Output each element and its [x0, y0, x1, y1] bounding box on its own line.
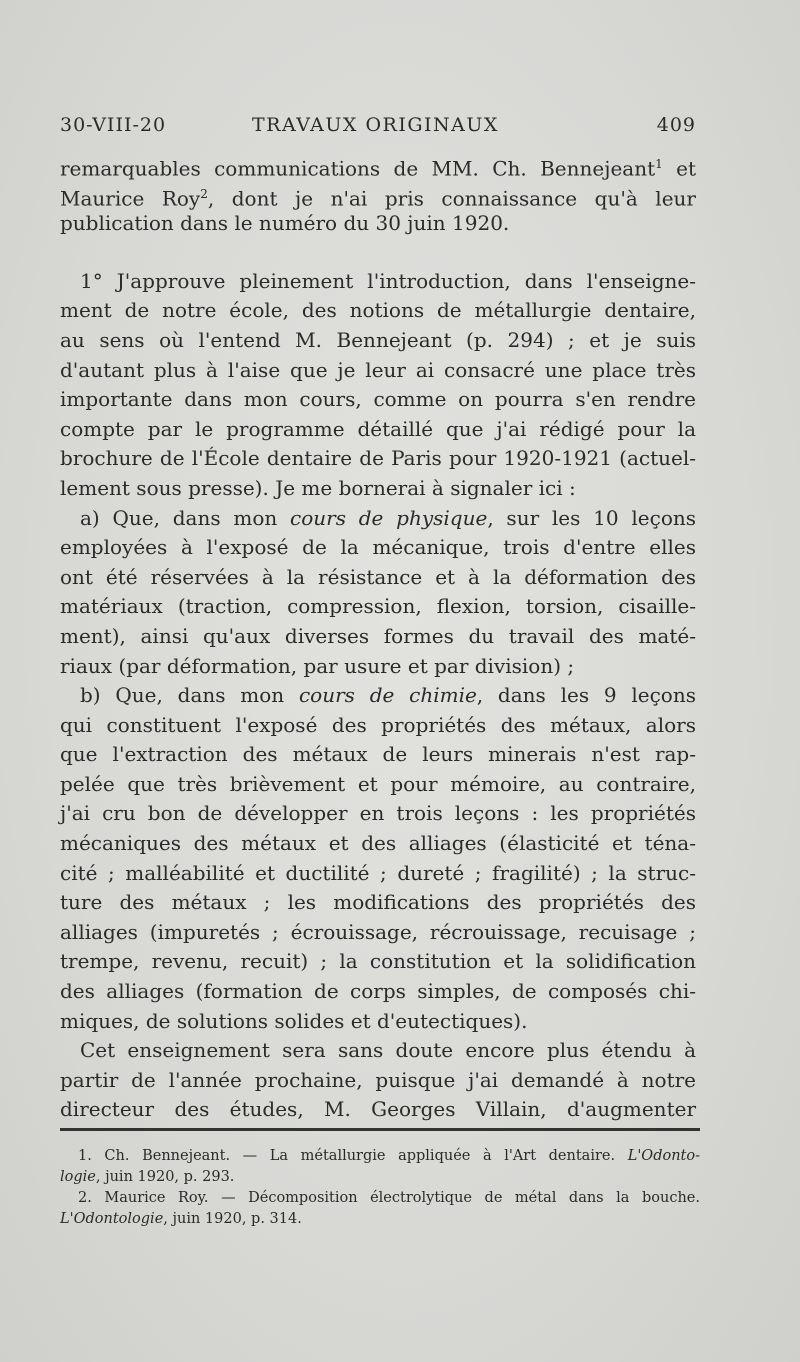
- text-line: riaux (par déformation, par usure et par division) ;: [60, 653, 575, 678]
- text-line: trempe, revenu, recuit) ; la constitution et la solidification: [60, 949, 696, 974]
- footnote-2-cont: L'Odontologie, juin 1920, p. 314.: [60, 1211, 302, 1227]
- text-line: j'ai cru bon de développer en trois leçons : les propriétés: [60, 801, 696, 826]
- text-line: que l'extraction des métaux de leurs minerais n'est rap-: [60, 742, 696, 767]
- text-line: au sens où l'entend M. Bennejeant (p. 294) ; et je suis: [60, 327, 696, 352]
- running-header: [60, 114, 700, 144]
- text-line: ment de notre école, des notions de métallurgie dentaire,: [60, 298, 696, 323]
- footnote-ref: 1: [655, 157, 663, 171]
- footnote-1: 1. Ch. Bennejeant. — La métallurgie appliquée à l'Art dentaire. L'Odonto-: [78, 1148, 700, 1164]
- text-line: ment), ainsi qu'aux diverses formes du travail des maté-: [60, 623, 696, 648]
- text-line: matériaux (traction, compression, flexion, torsion, cisaille-: [60, 594, 696, 619]
- text-line: directeur des études, M. Georges Villain, d'augmenter: [60, 1097, 696, 1122]
- text-line: cité ; malléabilité et ductilité ; dureté ; fragilité) ; la struc-: [60, 860, 696, 885]
- body-text: [60, 150, 696, 1125]
- text-line: pelée que très brièvement et pour mémoire, au contraire,: [60, 771, 696, 796]
- text-line: importante dans mon cours, comme on pourra s'en rendre: [60, 387, 696, 412]
- text-line: mécaniques des métaux et des alliages (élasticité et téna-: [60, 831, 696, 856]
- text-line: 1° J'approuve pleinement l'introduction, dans l'enseigne-: [80, 268, 696, 293]
- text-line: lement sous presse). Je me bornerai à signaler ici :: [60, 475, 576, 500]
- text-line: Maurice Roy$^2$, dont je n'ai pris connaissance qu'à leur: [60, 186, 696, 211]
- footnote-1-cont: logie, juin 1920, p. 293.: [60, 1169, 235, 1185]
- text-line: partir de l'année prochaine, puisque j'ai demandé à notre: [60, 1067, 696, 1092]
- header-section-title: TRAVAUX ORIGINAUX: [252, 114, 499, 136]
- footnote-ref: 2: [200, 186, 208, 201]
- text-line: brochure de l'École dentaire de Paris pour 1920-1921 (actuel-: [60, 446, 696, 471]
- text-line: publication dans le numéro du 30 juin 1920.: [60, 211, 510, 236]
- text-line: qui constituent l'exposé des propriétés des métaux, alors: [60, 712, 696, 737]
- text-line: ont été réservées à la résistance et à la déformation des: [60, 564, 696, 589]
- course-title-chemistry: cours de chimie: [298, 683, 477, 708]
- text-line: ture des métaux ; les modifications des propriétés des: [60, 890, 696, 915]
- text-line: miques, de solutions solides et d'eutectiques).: [60, 1008, 528, 1033]
- footnote-divider: [60, 1128, 700, 1131]
- footnote-2: 2. Maurice Roy. — Décomposition électrolytique de métal dans la bouche.: [78, 1190, 700, 1206]
- footnotes: [60, 1146, 700, 1230]
- header-date: 30-VIII-20: [60, 114, 167, 136]
- text-line: remarquables communications de MM. Ch. Bennejeant$^1$ et: [60, 156, 696, 181]
- course-title-physics: cours de physique: [290, 505, 488, 530]
- text-line: b) Que, dans mon cours de chimie, dans les 9 leçons: [80, 683, 696, 708]
- text-line: d'autant plus à l'aise que je leur ai consacré une place très: [60, 357, 696, 382]
- text-line: compte par le programme détaillé que j'ai rédigé pour la: [60, 416, 696, 441]
- text-line: alliages (impuretés ; écrouissage, récrouissage, recuisage ;: [60, 919, 696, 944]
- page-number: 409: [656, 114, 696, 136]
- text-line: des alliages (formation de corps simples, de composés chi-: [60, 979, 696, 1004]
- text-line: a) Que, dans mon cours de physique, sur les 10 leçons: [80, 505, 697, 530]
- text-line: Cet enseignement sera sans doute encore plus étendu à: [80, 1038, 696, 1063]
- text-line: employées à l'exposé de la mécanique, trois d'entre elles: [60, 535, 696, 560]
